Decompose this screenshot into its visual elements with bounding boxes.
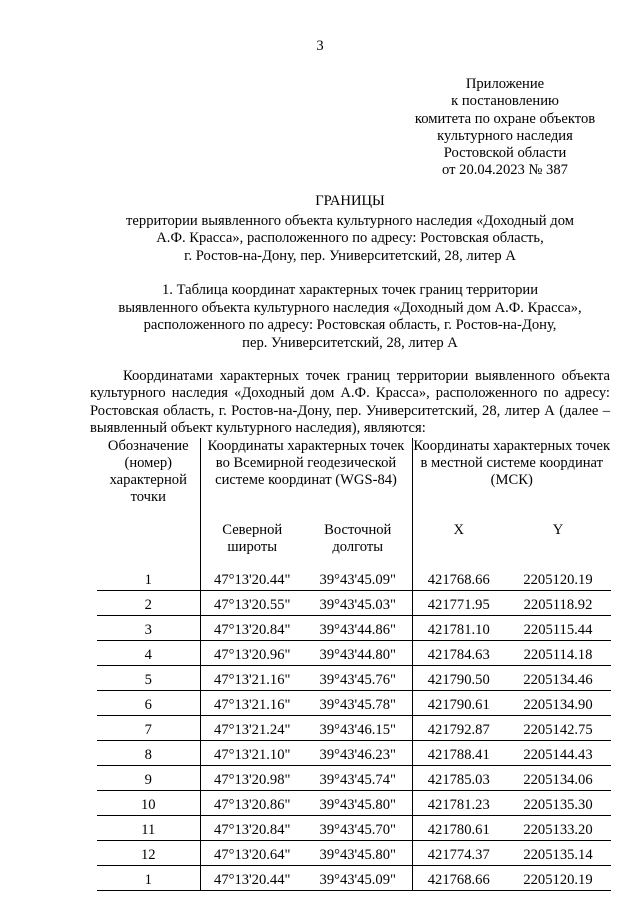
y-coordinate-cell: 2205115.44 xyxy=(523,622,593,638)
intro-paragraph: Координатами характерных точек границ территории выявленного объекта культурного наследия «Доходный дом А.Ф. Красса», расположенного по адресу: Ростовская область, г. Ростов-на-Дону, пер. Университетский, 28, литер А (далее – выявленный объект культурного наследия), являются: xyxy=(90,368,610,436)
caption-line: 1. Таблица координат характерных точек границ территории xyxy=(161,282,539,298)
table-row xyxy=(97,766,611,791)
longitude-cell: 39°43'45.09" xyxy=(304,566,412,591)
table-row xyxy=(97,616,611,641)
latitude-cell: 47°13'20.44" xyxy=(200,866,304,891)
y-coordinate-cell: 2205120.19 xyxy=(523,572,593,588)
latitude-cell: 47°13'21.16" xyxy=(200,691,304,716)
y-coordinate-cell: 2205134.06 xyxy=(523,772,593,788)
page-number: 3 xyxy=(316,38,324,54)
appendix-line: к постановлению xyxy=(451,93,559,110)
x-coordinate-cell: 421792.87 xyxy=(427,722,490,738)
x-coordinate-cell: 421774.37 xyxy=(427,847,490,863)
longitude-cell: 39°43'45.09" xyxy=(304,866,412,891)
longitude-cell: 39°43'45.74" xyxy=(304,766,412,791)
heading-line: А.Ф. Красса», расположенного по адресу: Ростовская область, xyxy=(156,230,544,246)
table-row xyxy=(97,841,611,866)
caption-line: выявленного объекта культурного наследия «Доходный дом А.Ф. Красса», xyxy=(118,299,582,316)
subheader-x: X xyxy=(453,522,465,538)
x-coordinate-cell: 421788.41 xyxy=(427,747,490,763)
latitude-cell: 47°13'20.98" xyxy=(200,766,304,791)
point-number-cell: 1 xyxy=(144,872,152,888)
y-coordinate-cell: 2205134.46 xyxy=(523,672,593,688)
point-number-cell: 8 xyxy=(144,747,152,763)
latitude-cell: 47°13'20.86" xyxy=(200,791,304,816)
caption-line: расположенного по адресу: Ростовская область, г. Ростов-на-Дону, xyxy=(143,317,557,334)
document-heading xyxy=(90,193,610,265)
x-coordinate-cell: 421790.61 xyxy=(427,697,490,713)
x-coordinate-cell: 421781.10 xyxy=(427,622,490,638)
header-wgs84: Координаты характерных точек во Всемирной геодезической системе координат (WGS-84) xyxy=(200,438,412,522)
point-number-cell: 2 xyxy=(144,597,152,613)
appendix-line: от 20.04.2023 № 387 xyxy=(442,162,568,179)
subheader-y: Y xyxy=(552,522,564,538)
latitude-cell: 47°13'21.16" xyxy=(200,666,304,691)
longitude-cell: 39°43'46.15" xyxy=(304,716,412,741)
y-coordinate-cell: 2205114.18 xyxy=(523,647,593,663)
document-title: ГРАНИЦЫ xyxy=(315,193,385,209)
longitude-cell: 39°43'45.80" xyxy=(304,791,412,816)
point-number-cell: 1 xyxy=(144,572,152,588)
caption-line: пер. Университетский, 28, литер А xyxy=(242,334,458,351)
heading-line: территории выявленного объекта культурного наследия «Доходный дом xyxy=(126,212,574,229)
appendix-line: Ростовской области xyxy=(443,145,567,162)
latitude-cell: 47°13'20.84" xyxy=(200,816,304,841)
y-coordinate-cell: 2205144.43 xyxy=(523,747,593,763)
x-coordinate-cell: 421784.63 xyxy=(427,647,490,663)
x-coordinate-cell: 421785.03 xyxy=(427,772,490,788)
y-coordinate-cell: 2205135.30 xyxy=(523,797,593,813)
table-subheader-row xyxy=(97,522,611,566)
table-row xyxy=(97,866,611,891)
point-number-cell: 10 xyxy=(140,797,156,813)
point-number-cell: 4 xyxy=(144,647,152,663)
latitude-cell: 47°13'21.24" xyxy=(200,716,304,741)
longitude-cell: 39°43'45.78" xyxy=(304,691,412,716)
coordinates-table xyxy=(97,438,611,891)
longitude-cell: 39°43'45.03" xyxy=(304,591,412,616)
header-point-number: Обозначение (номер) характерной точки xyxy=(97,438,200,522)
y-coordinate-cell: 2205118.92 xyxy=(523,597,593,613)
appendix-line: культурного наследия xyxy=(437,127,573,144)
appendix-line: Приложение xyxy=(465,76,545,92)
appendix-block xyxy=(400,76,610,180)
table-row xyxy=(97,791,611,816)
point-number-cell: 12 xyxy=(140,847,156,863)
latitude-cell: 47°13'21.10" xyxy=(200,741,304,766)
heading-line: г. Ростов-на-Дону, пер. Университетский, 28, литер А xyxy=(184,247,516,264)
x-coordinate-cell: 421771.95 xyxy=(427,597,490,613)
x-coordinate-cell: 421780.61 xyxy=(427,822,490,838)
table-row xyxy=(97,666,611,691)
point-number-cell: 6 xyxy=(144,697,152,713)
longitude-cell: 39°43'46.23" xyxy=(304,741,412,766)
latitude-cell: 47°13'20.96" xyxy=(200,641,304,666)
table-header-row xyxy=(97,438,611,522)
table-row xyxy=(97,716,611,741)
header-msk: Координаты характерных точек в местной системе координат (МСК) xyxy=(413,438,611,488)
longitude-cell: 39°43'44.86" xyxy=(304,616,412,641)
subheader-north: Северной широты xyxy=(222,522,283,555)
longitude-cell: 39°43'45.76" xyxy=(304,666,412,691)
longitude-cell: 39°43'44.80" xyxy=(304,641,412,666)
y-coordinate-cell: 2205134.90 xyxy=(523,697,593,713)
point-number-cell: 5 xyxy=(144,672,152,688)
x-coordinate-cell: 421781.23 xyxy=(427,797,490,813)
point-number-cell: 11 xyxy=(141,822,156,838)
subheader-east: Восточной долготы xyxy=(304,522,412,566)
latitude-cell: 47°13'20.84" xyxy=(200,616,304,641)
x-coordinate-cell: 421768.66 xyxy=(427,572,490,588)
table-caption xyxy=(90,282,610,352)
longitude-cell: 39°43'45.80" xyxy=(304,841,412,866)
x-coordinate-cell: 421790.50 xyxy=(427,672,490,688)
y-coordinate-cell: 2205133.20 xyxy=(523,822,593,838)
table-row xyxy=(97,691,611,716)
y-coordinate-cell: 2205142.75 xyxy=(523,722,593,738)
table-row xyxy=(97,591,611,616)
latitude-cell: 47°13'20.55" xyxy=(200,591,304,616)
point-number-cell: 9 xyxy=(144,772,152,788)
point-number-cell: 7 xyxy=(144,722,152,738)
latitude-cell: 47°13'20.64" xyxy=(200,841,304,866)
subheader-empty xyxy=(97,522,200,566)
appendix-line: комитета по охране объектов xyxy=(414,110,596,127)
table-body xyxy=(97,566,611,891)
table-row xyxy=(97,566,611,591)
latitude-cell: 47°13'20.44" xyxy=(200,566,304,591)
table-row xyxy=(97,741,611,766)
x-coordinate-cell: 421768.66 xyxy=(427,872,490,888)
y-coordinate-cell: 2205135.14 xyxy=(523,847,593,863)
longitude-cell: 39°43'45.70" xyxy=(304,816,412,841)
point-number-cell: 3 xyxy=(144,622,152,638)
table-row xyxy=(97,816,611,841)
y-coordinate-cell: 2205120.19 xyxy=(523,872,593,888)
table-row xyxy=(97,641,611,666)
